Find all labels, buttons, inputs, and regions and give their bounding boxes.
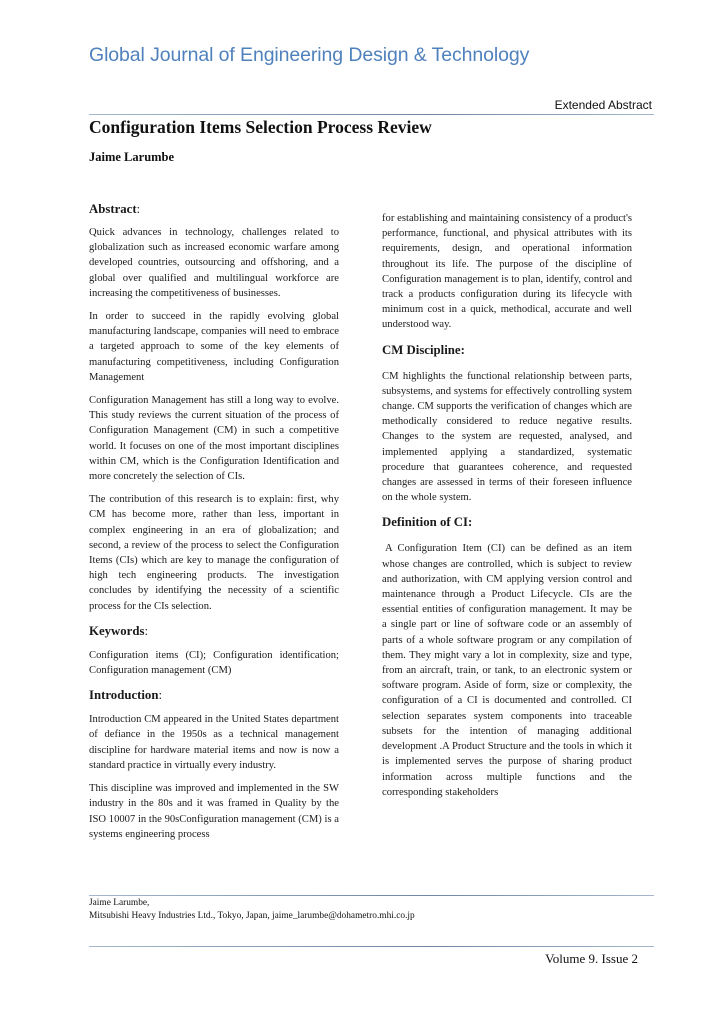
- abstract-paragraph-3: Configuration Management has still a long way to evolve. This study reviews the current situation of the process of Configuration Management (CM) in such a competitive world. It focuses on one of the most important disciplines within CM, which is the Configuration Identification and more concretely the selection of CIs.: [89, 395, 339, 483]
- header-divider: [89, 114, 654, 115]
- abstract-heading: Abstract:: [89, 202, 141, 216]
- introduction-paragraph-1: Introduction CM appeared in the United States department of defiance in the 1950s as a technical management discipline for hardware material items and now is now a standard practice in virtually every industry.: [89, 714, 339, 771]
- paper-title: Configuration Items Selection Process Review: [89, 117, 432, 137]
- cm-discipline-paragraph: CM highlights the functional relationship between parts, subsystems, and systems for effectively controlling system change. CM supports the verification of changes which are methodically considered to reduce negative results. Changes to the system are requested, analysed, and implemented applying a standardized, systematic procedure that guarantees coherence, and requested changes are assessed in terms of their foreseen influence on the whole system.: [382, 370, 632, 504]
- journal-title: Global Journal of Engineering Design & Technology: [89, 44, 530, 66]
- introduction-continued: for establishing and maintaining consistency of a product's performance, functional, and physical attributes with its requirements, design, and operational information throughout its life. The purpose of the discipline of Configuration management is to plan, identify, control and track a products configuration during its lifecycle with minimum cost in a quick, methodical, accurate and well understood way.: [382, 213, 632, 331]
- footer-divider: [89, 946, 654, 947]
- abstract-paragraph-1: Quick advances in technology, challenges related to globalization such as increased economic warfare among developed countries, outsourcing and offshoring, and a global over qualified and multilingual workforce are increasing the competitiveness of businesses.: [89, 227, 339, 299]
- author-footnote: [89, 897, 415, 922]
- volume-issue: Volume 9. Issue 2: [545, 951, 638, 966]
- footnote-affiliation: Mitsubishi Heavy Industries Ltd., Tokyo, Japan, jaime_larumbe@dohametro.mhi.co.jp: [89, 910, 415, 921]
- keywords-text: Configuration items (CI); Configuration identification; Configuration management (CM): [89, 649, 339, 677]
- keywords-heading: Keywords:: [89, 623, 149, 638]
- introduction-paragraph-2: This discipline was improved and implemented in the SW industry in the 80s and it was framed in Quality by the ISO 10007 in the 90sConfiguration management (CM) is a systems engineering process: [89, 783, 339, 840]
- footnote-divider: [89, 895, 654, 896]
- article-type-label: Extended Abstract: [554, 98, 652, 112]
- left-column: [89, 200, 339, 850]
- author-name: Jaime Larumbe: [89, 150, 175, 164]
- right-column: [382, 211, 632, 808]
- definition-ci-paragraph: A Configuration Item (CI) can be defined as an item whose changes are controlled, which is subject to review and authorization, with CM applying version control and maintenance through a Product Lifecycle. CIs are the essential entities of configuration management. It may be a single part or line of software code or an assembly of parts of a whole software program or any compilation of them. They might vary a lot in complexity, size and type, from an aircraft, train, or tank, to an electronic system or software program. Aside of form, size or complexity, the configuration of a CI is documented and controlled. CI selection separates system components into traceable subsets for the intention of managing additional development .A Product Structure and the tools in which it is implemented serves the purpose of sharing product information across multiple functions and the corresponding stakeholders: [382, 543, 632, 798]
- definition-ci-heading: Definition of CI:: [382, 515, 473, 530]
- footnote-author: Jaime Larumbe,: [89, 898, 150, 908]
- cm-discipline-heading: CM Discipline:: [382, 342, 465, 357]
- abstract-paragraph-2: In order to succeed in the rapidly evolving global manufacturing landscape, companies will need to embrace a targeted approach to some of the key elements of manufacturing competitiveness, including Configuration Management: [89, 311, 339, 383]
- abstract-paragraph-4: The contribution of this research is to explain: first, why CM has become more, rather than less, important in complex engineering in an era of globalization; and second, a review of the process to select the Configuration Items (CIs) which are key to manage the configuration of high tech engineering products. The investigation concludes by identifying the necessity of a scientific process for the CIs selection.: [89, 494, 339, 612]
- introduction-heading: Introduction:: [89, 688, 163, 703]
